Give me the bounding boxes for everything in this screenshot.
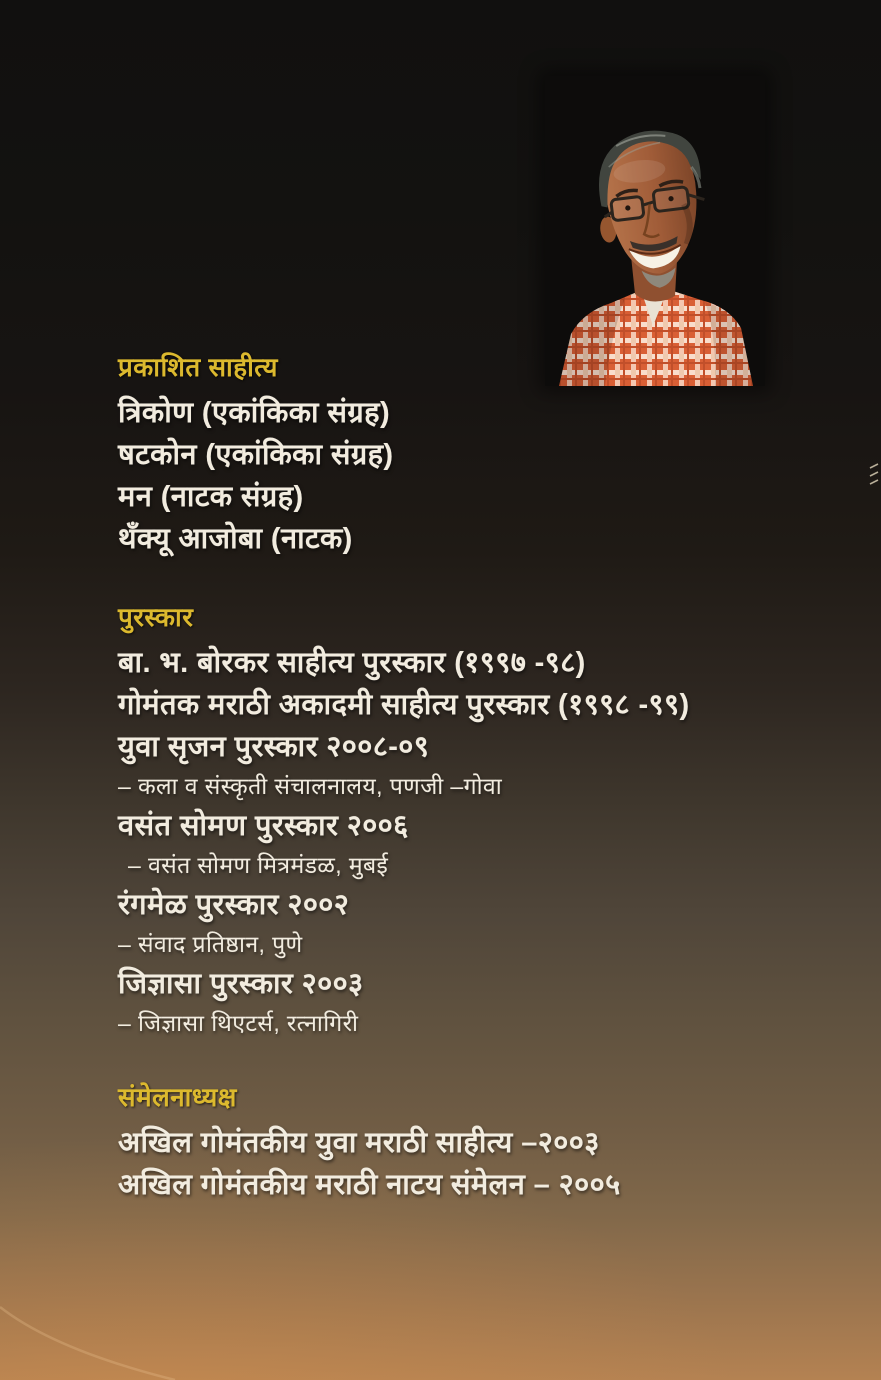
published-work-item: षटकोन (एकांकिका संग्रह) (118, 439, 394, 471)
award-organisation: – जिज्ञासा थिएटर्स, रत्नागिरी (118, 1010, 359, 1036)
award-item: गोमंतक मराठी अकादमी साहीत्य पुरस्कार (१९९८ -९९) (118, 689, 690, 721)
award-organisation: – कला व संस्कृती संचालनालय, पणजी –गोवा (118, 773, 503, 799)
published-work-item: त्रिकोण (एकांकिका संग्रह) (118, 397, 391, 429)
section-heading-awards: पुरस्कार (118, 602, 194, 632)
presidency-item: अखिल गोमंतकीय युवा मराठी साहीत्य –२००३ (118, 1127, 600, 1159)
award-item: युवा सृजन पुरस्कार २००८-०९ (118, 731, 430, 763)
award-item: जिज्ञासा पुरस्कार २००३ (118, 968, 364, 1000)
published-work-item: थँक्यू आजोबा (नाटक) (118, 523, 353, 555)
author-photo (545, 76, 765, 386)
published-work-item: मन (नाटक संग्रह) (118, 481, 304, 513)
section-heading-published-works: प्रकाशित साहीत्य (118, 352, 278, 382)
award-item: रंगमेळ पुरस्कार २००२ (118, 889, 350, 921)
section-sammelan-president (118, 1078, 621, 1206)
award-organisation: – वसंत सोमण मित्रमंडळ, मुबई (128, 852, 389, 878)
award-item: वसंत सोमण पुरस्कार २००६ (118, 810, 409, 842)
cover-crease (0, 1295, 180, 1380)
award-organisation: – संवाद प्रतिष्ठान, पुणे (118, 931, 303, 957)
section-awards (118, 598, 690, 1042)
author-portrait-illustration (545, 76, 765, 386)
presidency-item: अखिल गोमंतकीय मराठी नाटय संमेलन – २००५ (118, 1169, 621, 1201)
award-item: बा. भ. बोरकर साहीत्य पुरस्कार (१९९७ -९८) (118, 647, 586, 679)
section-heading-sammelan-president: संमेलनाध्यक्ष (118, 1082, 237, 1112)
section-published-works (118, 348, 393, 560)
edge-scratch-marks (867, 460, 881, 504)
